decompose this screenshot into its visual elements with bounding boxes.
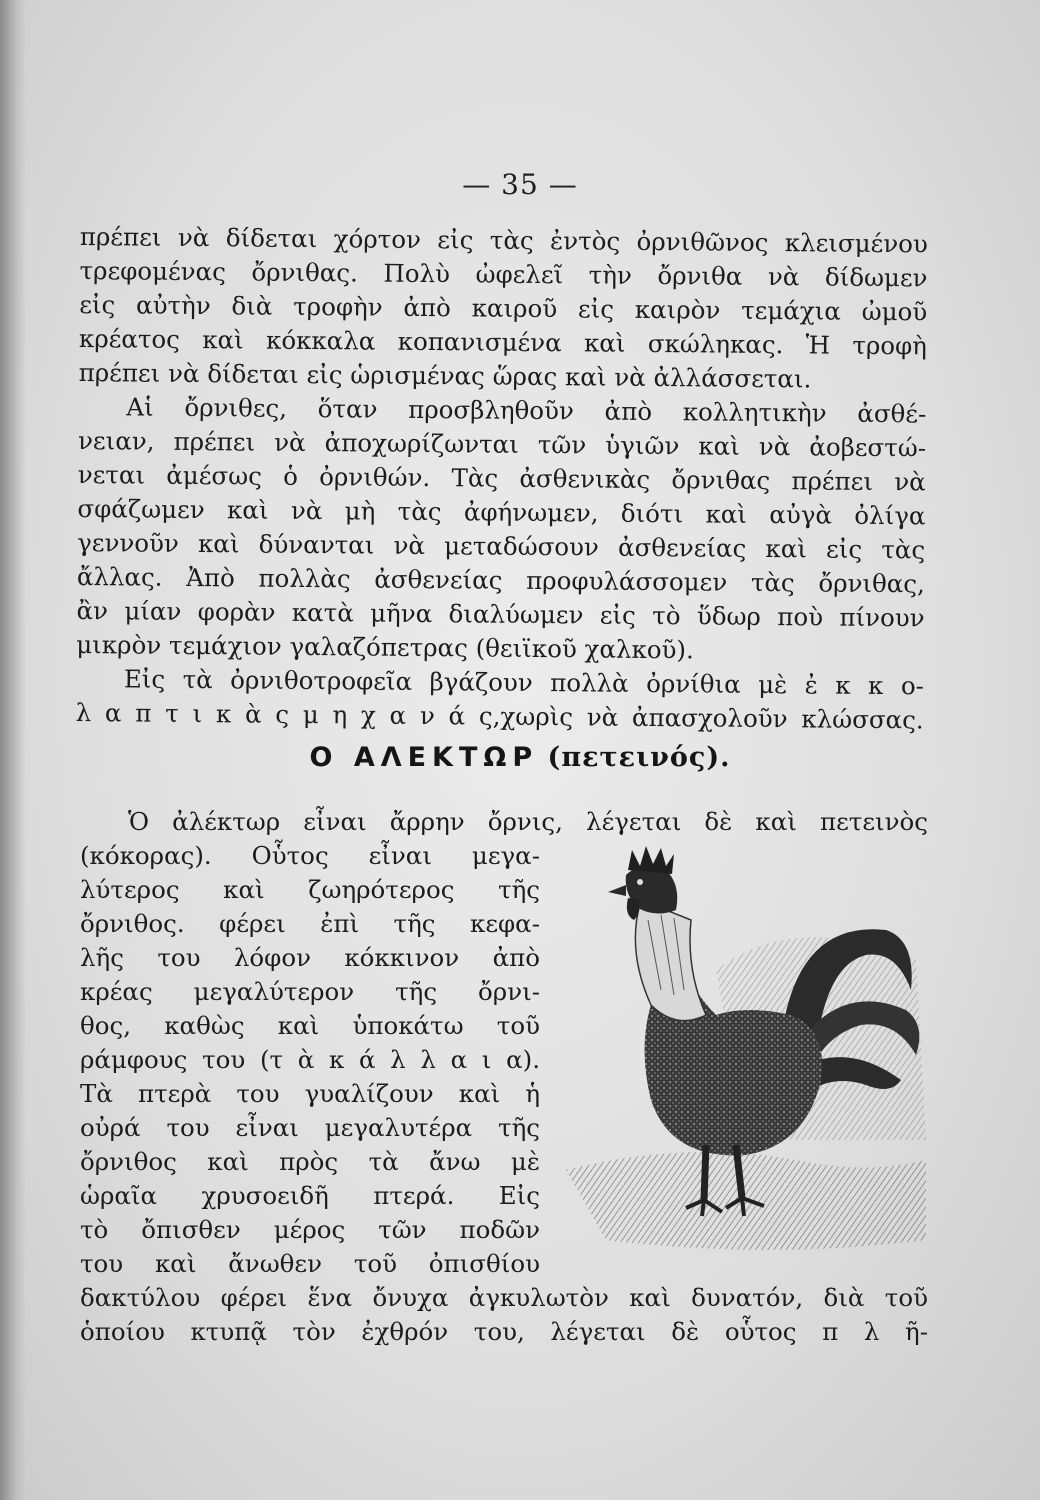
page-number: — 35 — — [462, 168, 578, 201]
paragraph-line: κρέατος καὶ κόκκαλα κοπανισμένα καὶ σκώληκας. Ἡ τροφὴ — [78, 323, 928, 361]
paragraph-line: δακτύλου φέρει ἕνα ὄνυχα ἀγκυλωτὸν καὶ δυνατόν, διὰ τοῦ — [80, 1283, 928, 1312]
paragraph-line: Αἱ ὄρνιθες, ὅταν προσβληθοῦν ἀπὸ κολλητικὴν ἀσθέ- — [126, 392, 927, 429]
paragraph-line: τρεφομένας ὄρνιθας. Πολὺ ὠφελεῖ τὴν ὄρνιθα νὰ δίδωμεν — [79, 255, 928, 293]
paragraph-line: ὡραῖα χρυσοειδῆ πτερά. Εἰς — [80, 1181, 540, 1210]
paragraph-line: (κόκορας). Οὗτος εἶναι μεγα- — [80, 841, 540, 870]
section-subtitle: (πετεινός). — [547, 742, 731, 773]
paragraph-line: ὄρνιθος καὶ πρὸς τὰ ἄνω μὲ — [80, 1147, 540, 1176]
paragraph-line: γεννοῦν καὶ δύνανται νὰ μεταδώσουν ἀσθενείας καὶ εἰς τὰς — [77, 527, 926, 565]
paragraph-line: οὐρά του εἶναι μεγαλυτέρα τῆς — [80, 1113, 540, 1142]
paragraph-line: λύτερος καὶ ζωηρότερος τῆς — [80, 875, 540, 904]
paragraph-3 — [76, 662, 925, 737]
rooster-illustration — [566, 840, 936, 1260]
paragraph-line: πρέπει νὰ δίδεται χόρτον εἰς τὰς ἐντὸς ὀρνιθῶνος κλεισμένου — [79, 221, 928, 259]
section-heading — [0, 742, 1040, 773]
paragraph-1 — [79, 220, 928, 397]
section-title: Ο ΑΛΕΚΤΩΡ — [309, 742, 539, 773]
paragraph-line: λ α π τ ι κ ὰ ς μ η χ α ν ά ς,χωρὶς νὰ ἀπασχολοῦν κλώσσας. — [75, 697, 924, 735]
text-beside-illustration — [80, 839, 540, 1281]
paragraph-line: λῆς του λόφον κόκκινον ἀπὸ — [80, 943, 540, 972]
paragraph-line: ἄλλας. Ἀπὸ πολλὰς ἀσθενείας προφυλάσσομεν τὰς ὄρνιθας, — [76, 561, 925, 599]
paragraph-line: εἰς αὐτὴν διὰ τροφὴν ἀπὸ καιροῦ εἰς καιρὸν τεμάχια ὠμοῦ — [79, 289, 928, 327]
upper-text-block — [76, 220, 928, 737]
paragraph-line: νειαν, πρέπει νὰ ἀποχωρίζωνται τῶν ὑγιῶν καὶ νὰ ἀοβεστώ- — [77, 425, 927, 463]
rooster-engraving-icon — [566, 840, 936, 1260]
paragraph-2 — [76, 390, 926, 669]
paragraph-line: τὸ ὄπισθεν μέρος τῶν ποδῶν — [80, 1215, 540, 1244]
paragraph-line: ὄρνιθος. φέρει ἐπὶ τῆς κεφα- — [80, 909, 540, 938]
paragraph-line: μικρὸν τεμάχιον γαλαζόπετρας (θειϊκοῦ χαλκοῦ). — [76, 629, 694, 665]
paragraph-line: Τὰ πτερὰ του γυαλίζουν καὶ ἡ — [80, 1079, 540, 1108]
paragraph-line: νεται ἀμέσως ὁ ὀρνιθών. Τὰς ἀσθενικὰς ὄρνιθας πρέπει νὰ — [77, 459, 926, 497]
paragraph-line: θος, καθὼς καὶ ὑποκάτω τοῦ — [80, 1011, 540, 1040]
paragraph-line: σφάζωμεν καὶ νὰ μὴ τὰς ἀφήνωμεν, διότι καὶ αὐγὰ ὀλίγα — [77, 493, 926, 531]
paragraph-line: του καὶ ἄνωθεν τοῦ ὀπισθίου — [80, 1249, 540, 1278]
paragraph-line: Ὁ ἀλέκτωρ εἶναι ἄρρην ὄρνις, λέγεται δὲ καὶ πετεινὸς — [128, 807, 928, 836]
paragraph-line: Εἰς τὰ ὀρνιθοτροφεῖα βγάζουν πολλὰ ὀρνίθια μὲ ἐ κ κ ο- — [123, 664, 925, 701]
paragraph-line: ράμφους του (τ ὰ κ ά λ λ α ι α). — [80, 1045, 540, 1074]
paragraph-line: ἂν μίαν φορὰν κατὰ μῆνα διαλύωμεν εἰς τὸ ὕδωρ ποὺ πίνουν — [76, 595, 925, 633]
paragraph-line: πρέπει νὰ δίδεται εἰς ὡρισμένας ὥρας καὶ νὰ ἀλλάσσεται. — [78, 357, 812, 394]
paragraph-line: ὁποίου κτυπᾷ τὸν ἐχθρόν του, λέγεται δὲ οὗτος π λ ῆ- — [80, 1317, 928, 1346]
paragraph-line: κρέας μεγαλύτερον τῆς ὄρνι- — [80, 977, 540, 1006]
